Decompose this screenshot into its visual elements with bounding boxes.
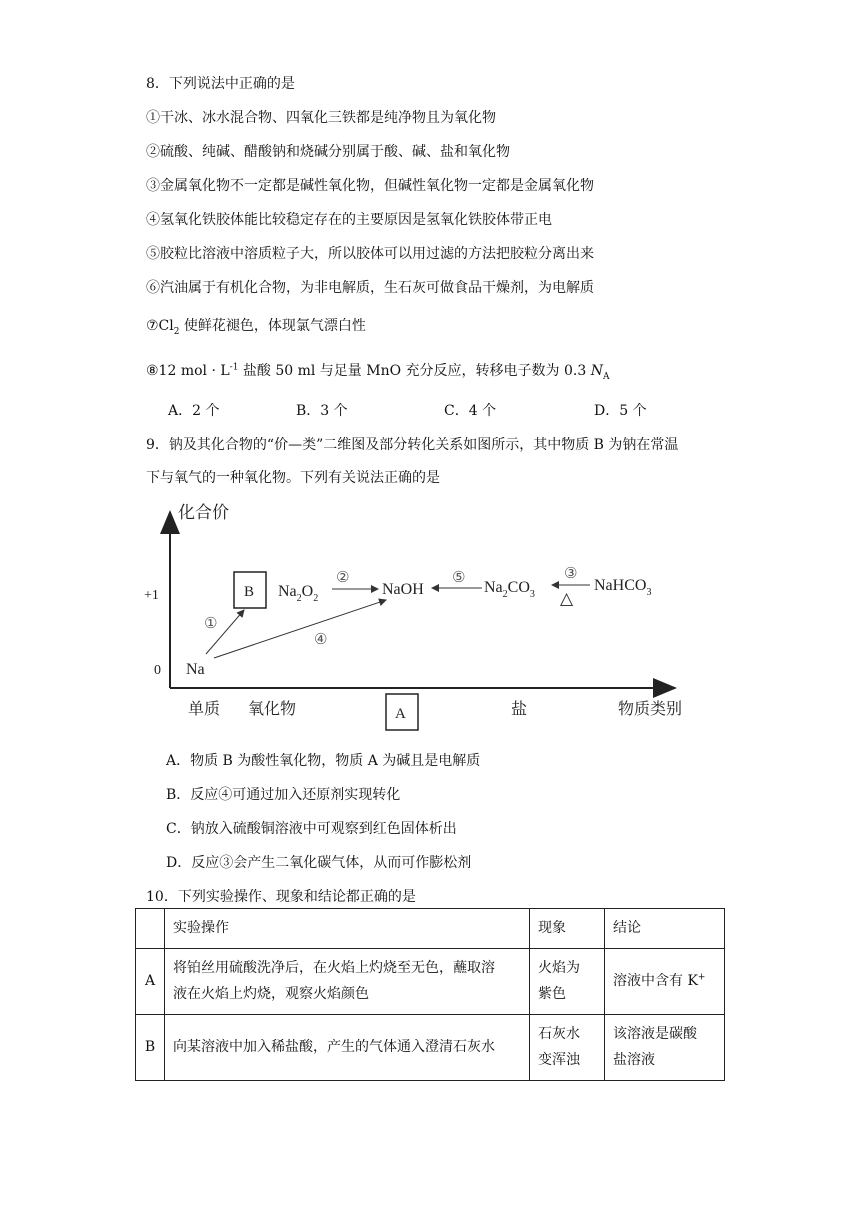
valence-class-diagram [140,500,700,740]
x-cat-oxide: 氧化物 [248,699,297,718]
reaction-4-label: ④ [314,630,328,648]
nahco3: NaHCO$_3$ [594,577,652,598]
row-a-ph-line2: 紫色 [538,986,566,1003]
q8-s7-sub: 2 [173,326,180,337]
row-b-conclusion [605,1014,725,1080]
q8-s8-pre: ⑧12 mol · L [146,363,230,379]
table-row [136,1014,725,1080]
q9-option-b[interactable]: B．反应④可通过加入还原剂实现转化 [166,787,401,803]
row-a-phenomenon [530,948,605,1014]
row-b-ph-line2: 变浑浊 [538,1052,580,1069]
header-phenomenon: 现象 [530,909,605,949]
q10-stem: 10．下列实验操作、现象和结论都正确的是 [146,889,416,905]
q8-stem: 8．下列说法中正确的是 [146,76,295,92]
q8-s7-pre: ⑦Cl [146,318,174,334]
heat-symbol: △ [560,589,574,609]
row-a-concl-pre: 溶液中含有 K [613,972,698,989]
experiment-table [135,908,725,1081]
x-cat-a: A [395,706,406,722]
q9-stem-line1: 9．钠及其化合物的“价—类”二维图及部分转化关系如图所示，其中物质 B 为钠在常温 [146,437,679,453]
q9-option-d[interactable]: D．反应③会产生二氧化碳气体，从而可作膨松剂 [166,855,472,871]
q8-option-a[interactable]: A．2 个 [168,403,220,419]
q8-statement-6: ⑥汽油属于有机化合物，为非电解质，生石灰可做食品干燥剂，为电解质 [146,280,594,296]
q8-statement-5: ⑤胶粒比溶液中溶质粒子大，所以胶体可以用过滤的方法把胶粒分离出来 [146,246,594,262]
x-cat-salt: 盐 [511,699,528,718]
q8-option-d[interactable]: D．5 个 [594,403,647,419]
header-operation: 实验操作 [165,909,530,949]
row-b-ph-line1: 石灰水 [538,1025,580,1042]
q8-s8-na: N [590,363,603,379]
q8-statement-7 [146,315,366,337]
q8-statement-1: ①干冰、冰水混合物、四氧化三铁都是纯净物且为氧化物 [146,110,496,126]
x-cat-element: 单质 [188,699,221,718]
header-conclusion: 结论 [605,909,725,949]
y-axis-label: 化合价 [178,503,229,523]
naoh: NaOH [382,581,424,598]
row-a-op-line1: 将铂丝用硫酸洗净后，在火焰上灼烧至无色，蘸取溶 [173,959,495,976]
reaction-3-label: ③ [564,564,578,582]
x-axis-label: 物质类别 [618,699,683,718]
q9-option-a[interactable]: A．物质 B 为酸性氧化物，物质 A 为碱且是电解质 [166,753,481,769]
y-tick-0: 0 [154,663,161,678]
q8-s8-mid: 盐酸 50 ml 与足量 MnO 充分反应，转移电子数为 0.3 [238,363,591,379]
na2co3: $Na_2CO_3$ [484,579,535,600]
q8-s8-sup: -1 [229,362,239,373]
row-b-label: B [136,1014,165,1080]
row-a-conclusion [605,948,725,1014]
q8-statement-4: ④氢氧化铁胶体能比较稳定存在的主要原因是氢氧化铁胶体带正电 [146,212,552,228]
row-a-label: A [136,948,165,1014]
table-header-row [136,909,725,949]
q8-s7-post: 使鲜花褪色，体现氯气漂白性 [179,318,366,334]
q8-statement-8 [146,360,609,382]
q9-stem-line2: 下与氧气的一种氧化物。下列有关说法正确的是 [146,470,440,486]
reaction-5-label: ⑤ [452,568,466,586]
reaction-1-label: ① [204,614,218,632]
q8-statement-2: ②硫酸、纯碱、醋酸钠和烧碱分别属于酸、碱、盐和氧化物 [146,144,510,160]
row-a-concl-sup: + [697,972,706,983]
q8-option-c[interactable]: C．4 个 [444,403,497,419]
row-b-concl-line1: 该溶液是碳酸 [613,1025,697,1042]
q8-statement-3: ③金属氧化物不一定都是碱性氧化物，但碱性氧化物一定都是金属氧化物 [146,178,594,194]
row-a-op-line2: 液在火焰上灼烧，观察火焰颜色 [173,986,369,1003]
row-b-phenomenon [530,1014,605,1080]
box-b-label: B [244,584,255,600]
row-a-ph-line1: 火焰为 [538,959,580,976]
y-tick-plus1: +1 [144,588,159,603]
na-element: Na [186,661,205,678]
q8-option-b[interactable]: B．3 个 [296,403,348,419]
na2o2: $Na_2O_2$ [278,583,319,604]
row-b-concl-line2: 盐溶液 [613,1052,655,1069]
q9-option-c[interactable]: C．钠放入硫酸铜溶液中可观察到红色固体析出 [166,821,457,837]
row-a-operation [165,948,530,1014]
row-b-operation: 向某溶液中加入稀盐酸，产生的气体通入澄清石灰水 [165,1014,530,1080]
table-row [136,948,725,1014]
header-blank [136,909,165,949]
q8-s8-na-sub: A [602,371,610,382]
reaction-2-label: ② [336,568,350,586]
